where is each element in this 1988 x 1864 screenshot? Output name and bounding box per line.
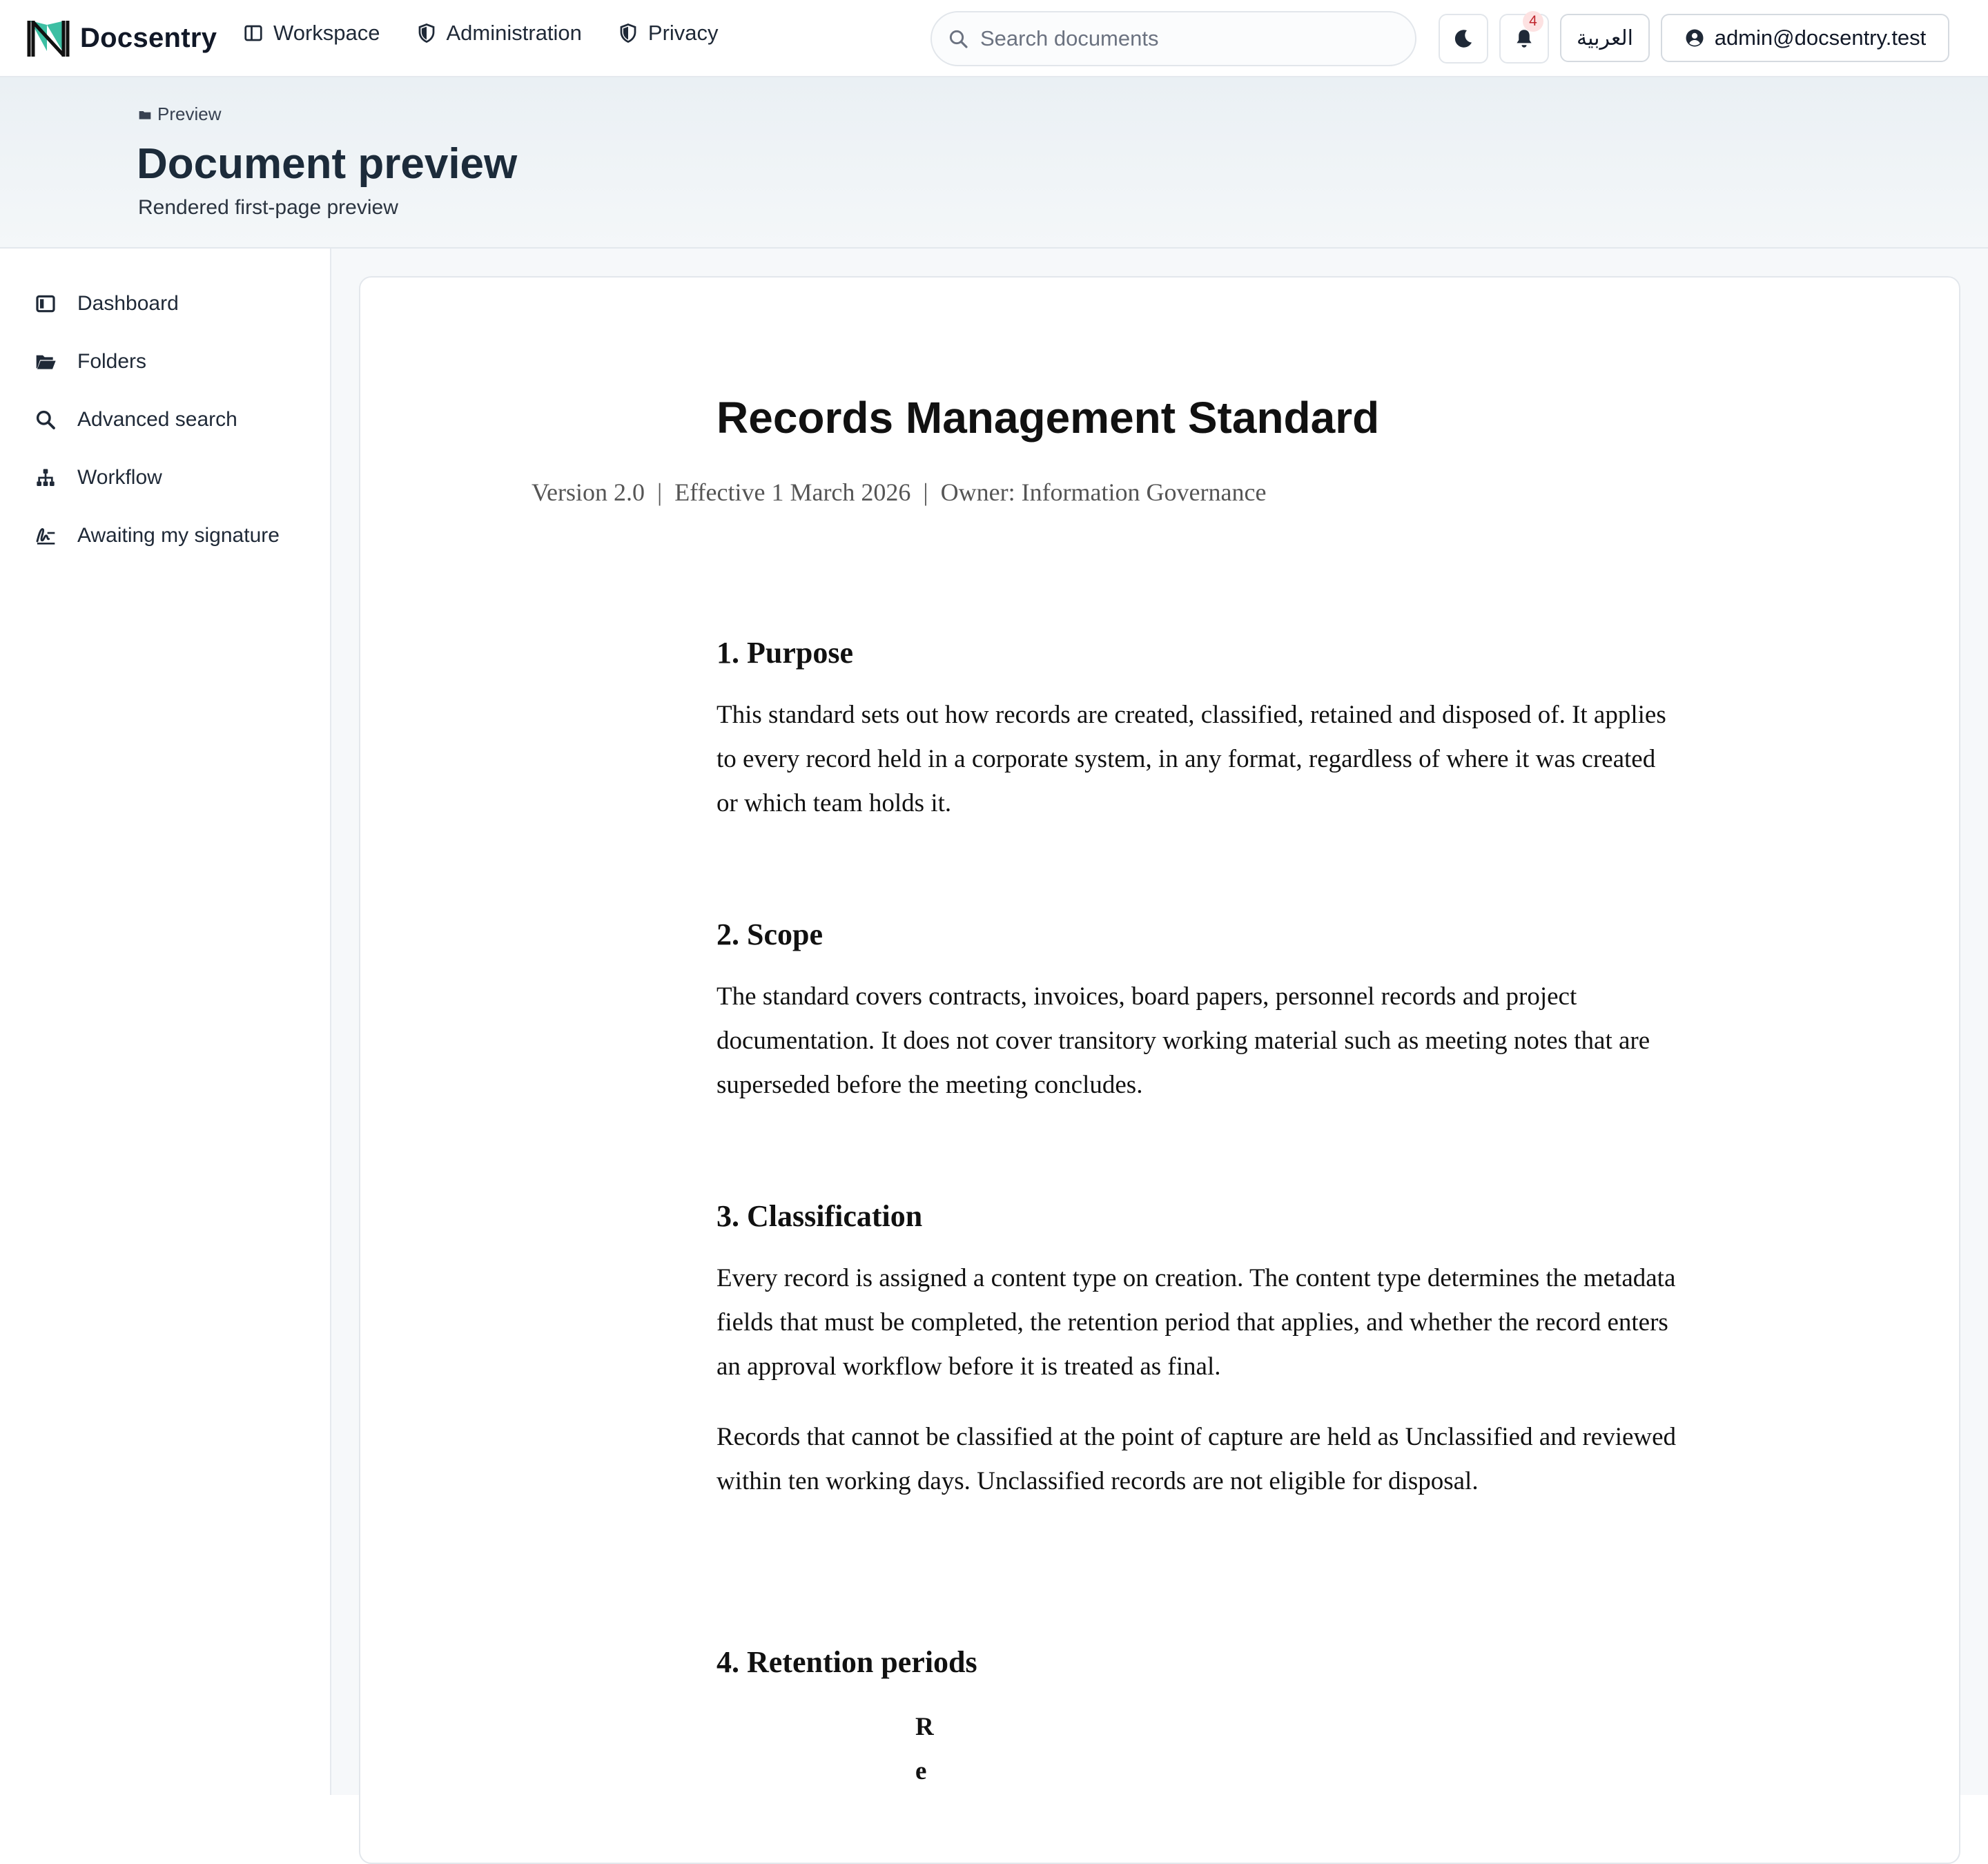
sidebar-item-advanced-search[interactable] xyxy=(0,391,330,449)
document-preview-card xyxy=(359,276,1960,1864)
nav-label: Workspace xyxy=(273,21,380,45)
document-title: Records Management Standard xyxy=(717,393,1380,443)
search-icon xyxy=(947,28,969,50)
signature-icon xyxy=(35,525,57,547)
app-name: Docsentry xyxy=(80,22,217,53)
columns-icon xyxy=(243,23,264,43)
search-icon xyxy=(35,409,57,431)
sidebar-item-label: Dashboard xyxy=(77,292,179,315)
nav-label: Administration xyxy=(446,21,582,45)
sidebar-item-label: Advanced search xyxy=(77,408,237,431)
page-subtitle: Rendered first-page preview xyxy=(138,196,398,219)
breadcrumb[interactable] xyxy=(138,104,221,125)
section-heading: 1. Purpose xyxy=(717,636,853,670)
sidebar-item-workflow[interactable] xyxy=(0,449,330,507)
main-content xyxy=(331,249,1988,1795)
section-paragraph: This standard sets out how records are created, classified, retained and disposed of. It applies to every record held in a corporate system, in any format, regardless of where it was created or which team holds it. xyxy=(717,701,1666,817)
sidebar-item-awaiting-signature[interactable] xyxy=(0,507,330,565)
page-title: Document preview xyxy=(137,140,518,188)
user-email: admin@docsentry.test xyxy=(1714,26,1927,50)
sidebar-item-label: Awaiting my signature xyxy=(77,524,280,547)
section-heading: 4. Retention periods xyxy=(717,1645,977,1679)
retention-table-fragment xyxy=(915,1705,943,1794)
folder-icon xyxy=(35,351,57,373)
nav-label: Privacy xyxy=(647,21,719,45)
search-input[interactable] xyxy=(980,26,1394,51)
notifications-button[interactable] xyxy=(1499,14,1549,64)
shield-icon xyxy=(618,23,639,43)
brand[interactable] xyxy=(26,18,217,58)
section-heading: 3. Classification xyxy=(717,1199,923,1233)
table-header-char: e xyxy=(915,1757,927,1785)
search-box[interactable] xyxy=(930,11,1416,66)
theme-toggle-button[interactable] xyxy=(1439,14,1488,64)
nav-privacy[interactable] xyxy=(618,21,719,46)
notification-count-badge: 4 xyxy=(1523,11,1543,32)
nav-workspace[interactable] xyxy=(243,21,380,46)
section-heading: 2. Scope xyxy=(717,918,823,951)
table-header-char: R xyxy=(915,1713,934,1741)
folder-icon xyxy=(138,108,152,122)
sidebar xyxy=(0,249,331,1795)
docsentry-logo-icon xyxy=(26,18,70,58)
moon-icon xyxy=(1452,27,1475,50)
section-paragraph: Every record is assigned a content type on creation. The content type determines the metadata fields that must be completed, the retention period that applies, and whether the record enters an approval workflow before it is treated as final. xyxy=(717,1264,1676,1381)
sidebar-item-label: Workflow xyxy=(77,466,162,489)
sidebar-item-dashboard[interactable] xyxy=(0,275,330,333)
shield-icon xyxy=(416,23,437,43)
workflow-icon xyxy=(35,467,57,489)
user-circle-icon xyxy=(1684,28,1705,48)
top-bar xyxy=(0,0,1988,77)
section-paragraph: Records that cannot be classified at the point of capture are held as Unclassified and reviewed within ten working days. Unclassified records are not eligible for disposal. xyxy=(717,1423,1677,1495)
sidebar-item-folders[interactable] xyxy=(0,333,330,391)
document-meta: Version 2.0 | Effective 1 March 2026 | Owner: Information Governance xyxy=(532,478,1267,506)
sidebar-item-label: Folders xyxy=(77,350,147,373)
main-nav xyxy=(243,21,719,46)
page-header xyxy=(0,77,1988,249)
breadcrumb-label: Preview xyxy=(157,104,222,124)
user-menu-button[interactable] xyxy=(1661,14,1949,62)
nav-administration[interactable] xyxy=(416,21,582,46)
dashboard-icon xyxy=(35,293,57,315)
language-button[interactable]: العربية xyxy=(1560,14,1650,62)
section-paragraph: The standard covers contracts, invoices, board papers, personnel records and project documentation. It does not cover transitory working material such as meeting notes that are superseded before the meeting concludes. xyxy=(717,982,1650,1099)
